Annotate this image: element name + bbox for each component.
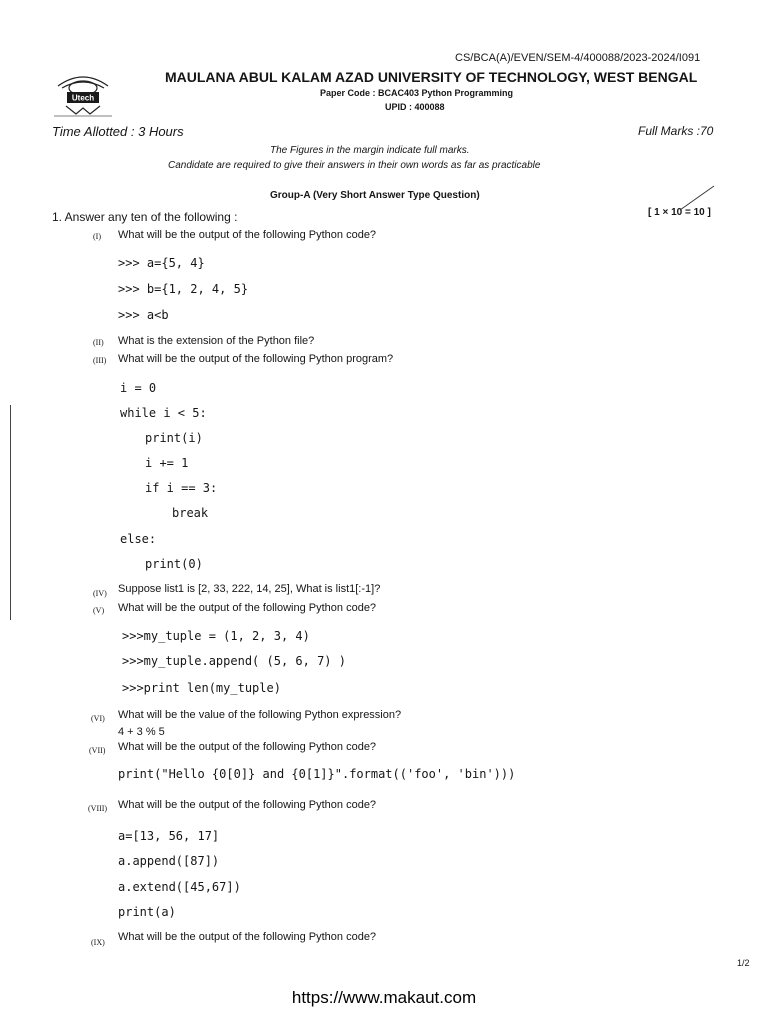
question-text: What will be the output of the following Python code?: [118, 931, 377, 943]
question-text: What is the extension of the Python file?: [118, 335, 315, 347]
university-name: MAULANA ABUL KALAM AZAD UNIVERSITY OF TECHNOLOGY, WEST BENGAL: [165, 69, 698, 85]
code-line: print(0): [145, 557, 203, 571]
question-text: What will be the output of the following Python code?: [118, 799, 377, 811]
code-line: break: [172, 506, 209, 520]
code-line: >>>my_tuple = (1, 2, 3, 4): [122, 629, 310, 643]
code-line: >>> b={1, 2, 4, 5}: [118, 282, 249, 296]
code-line: while i < 5:: [120, 406, 207, 420]
question-number: (IX): [91, 938, 105, 947]
code-line: print(a): [118, 905, 176, 919]
paper-reference: CS/BCA(A)/EVEN/SEM-4/400088/2023-2024/I091: [455, 52, 701, 64]
question-number: (VIII): [88, 804, 108, 813]
code-line: >>>print len(my_tuple): [122, 681, 281, 695]
time-allotted: Time Allotted : 3 Hours: [52, 124, 184, 139]
group-marks: [ 1 × 10 = 10 ]: [648, 207, 711, 218]
page-number: 1/2: [737, 958, 750, 968]
code-line: >>>my_tuple.append( (5, 6, 7) ): [122, 654, 346, 668]
question-text: What will be the output of the following Python code?: [118, 229, 377, 241]
expression: 4 + 3 % 5: [118, 726, 165, 738]
code-line: if i == 3:: [145, 481, 218, 495]
code-line: >>> a<b: [118, 308, 169, 322]
question-text: Suppose list1 is [2, 33, 222, 14, 25], What is list1[:-1]?: [118, 583, 381, 595]
code-line: a.append([87]): [118, 854, 220, 868]
instruction-line-2: Candidate are required to give their answers in their own words as far as practicable: [168, 160, 541, 171]
full-marks: Full Marks :70: [638, 124, 714, 138]
question-text: What will be the value of the following Python expression?: [118, 709, 402, 721]
question-text: What will be the output of the following Python code?: [118, 741, 377, 753]
instruction-line-1: The Figures in the margin indicate full marks.: [270, 145, 470, 156]
code-line: a=[13, 56, 17]: [118, 829, 220, 843]
question-number: (V): [93, 606, 105, 615]
question-text: What will be the output of the following Python code?: [118, 602, 377, 614]
question-number: (VI): [91, 714, 105, 723]
question-text: What will be the output of the following Python program?: [118, 353, 394, 365]
question-number: (VII): [89, 746, 106, 755]
code-line: else:: [120, 532, 157, 546]
footer-url[interactable]: https://www.makaut.com: [291, 988, 477, 1007]
question-number: (IV): [93, 589, 107, 598]
upid: UPID : 400088: [385, 102, 445, 112]
code-line: i += 1: [145, 456, 189, 470]
group-title: Group-A (Very Short Answer Type Question): [270, 190, 480, 201]
code-line: i = 0: [120, 381, 157, 395]
paper-code: Paper Code : BCAC403 Python Programming: [320, 88, 514, 98]
question-number: (II): [93, 338, 104, 347]
question-number: (III): [93, 356, 107, 365]
pen-tick-mark: [678, 184, 718, 212]
code-line: print("Hello {0[0]} and {0[1]}".format(('foo', 'bin'))): [118, 767, 516, 781]
scan-margin-line: [10, 405, 11, 620]
question-number: (I): [93, 232, 101, 241]
university-logo: [52, 66, 114, 118]
code-line: a.extend([45,67]): [118, 880, 241, 894]
code-line: print(i): [145, 431, 203, 445]
question-1-heading: 1. Answer any ten of the following :: [52, 210, 238, 224]
code-line: >>> a={5, 4}: [118, 256, 205, 270]
logo-text: Utech: [71, 93, 95, 103]
